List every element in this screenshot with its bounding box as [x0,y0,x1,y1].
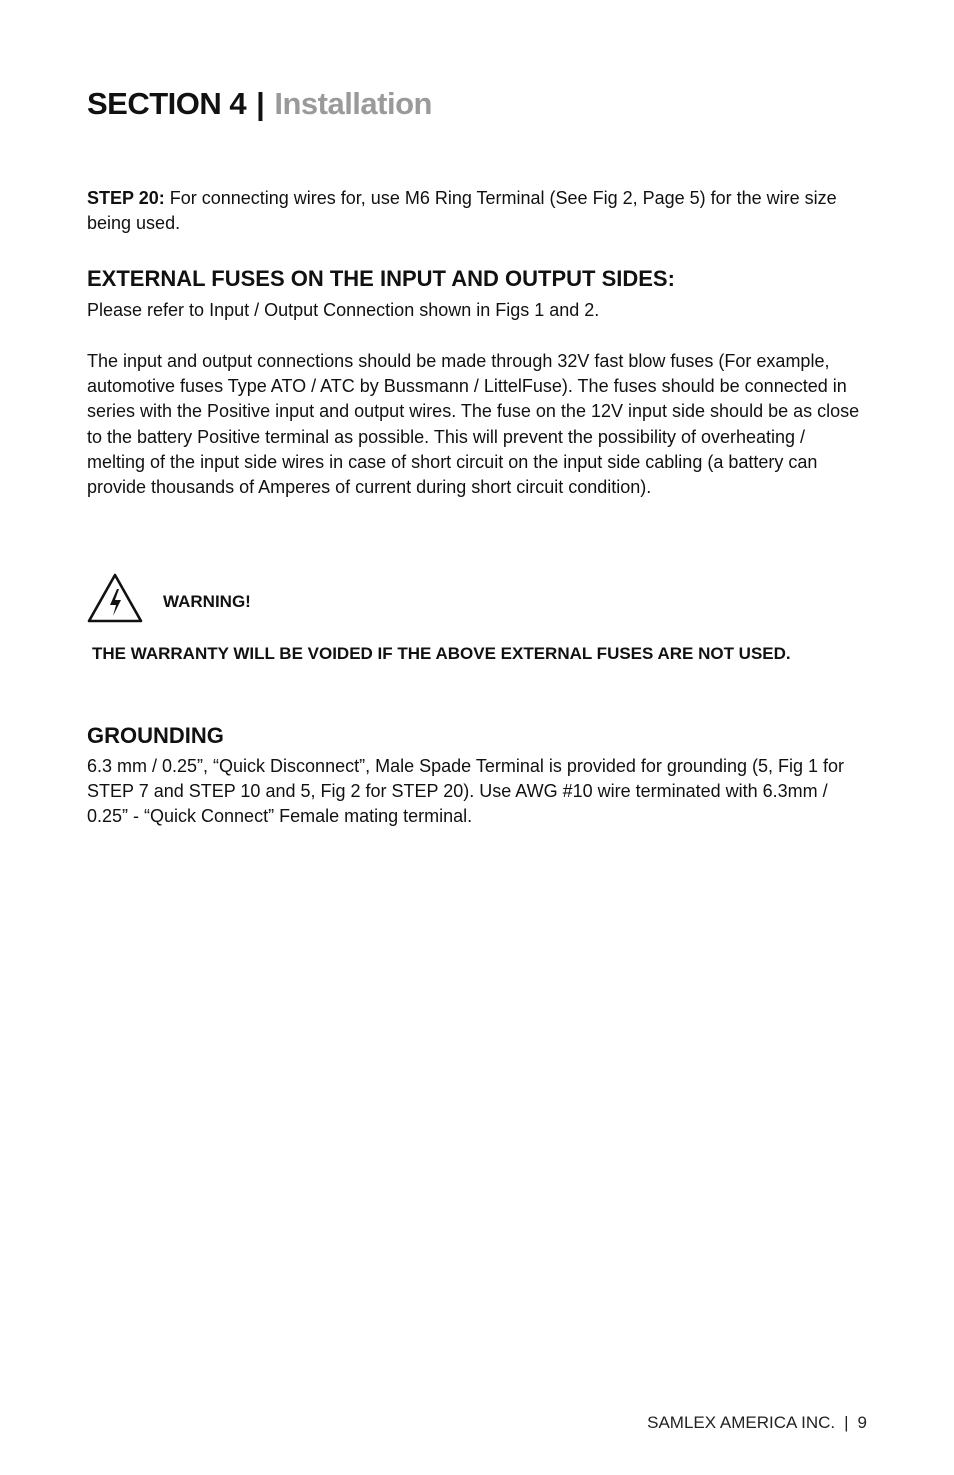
section-separator: | [256,86,265,121]
external-fuses-reference: Please refer to Input / Output Connection shown in Figs 1 and 2. [87,300,600,320]
step-20-paragraph [87,186,867,236]
footer-company: SAMLEX AMERICA INC. [647,1413,836,1432]
step-20-text: For connecting wires for, use M6 Ring Terminal (See Fig 2, Page 5) for the wire size being used. [87,188,837,234]
grounding-heading: GROUNDING [87,723,224,748]
grounding-body: 6.3 mm / 0.25”, “Quick Disconnect”, Male Spade Terminal is provided for grounding (5, Fig 1 for STEP 7 and STEP 10 and 5, Fig 2 for STEP 20). Use AWG #10 wire terminated with 6.3mm / 0.25” - “Quick Connect” Female mating terminal. [87,756,845,827]
warranty-warning-message: THE WARRANTY WILL BE VOIDED IF THE ABOVE EXTERNAL FUSES ARE NOT USED. [92,644,791,663]
warning-label: WARNING! [163,592,251,611]
high-voltage-warning-icon [86,572,144,624]
section-title [87,86,432,122]
step-20-label: STEP 20: [87,188,165,208]
footer-separator: | [844,1413,849,1432]
section-number: SECTION 4 [87,86,247,121]
external-fuses-body: The input and output connections should be made through 32V fast blow fuses (For example, automotive fuses Type ATO / ATC by Bussmann / LittelFuse). The fuses should be connected in series with the Positive input and output wires. The fuse on the 12V input side should be as close to the battery Positive terminal as possible. This will prevent the possibility of overheating / melting of the input side wires in case of short circuit on the input side cabling (a battery can provide thousands of Amperes of current during short circuit condition). [87,351,860,498]
section-name: Installation [274,86,432,121]
page-number: 9 [857,1413,867,1432]
external-fuses-heading: EXTERNAL FUSES ON THE INPUT AND OUTPUT SIDES: [87,266,675,291]
page-footer [647,1413,867,1433]
